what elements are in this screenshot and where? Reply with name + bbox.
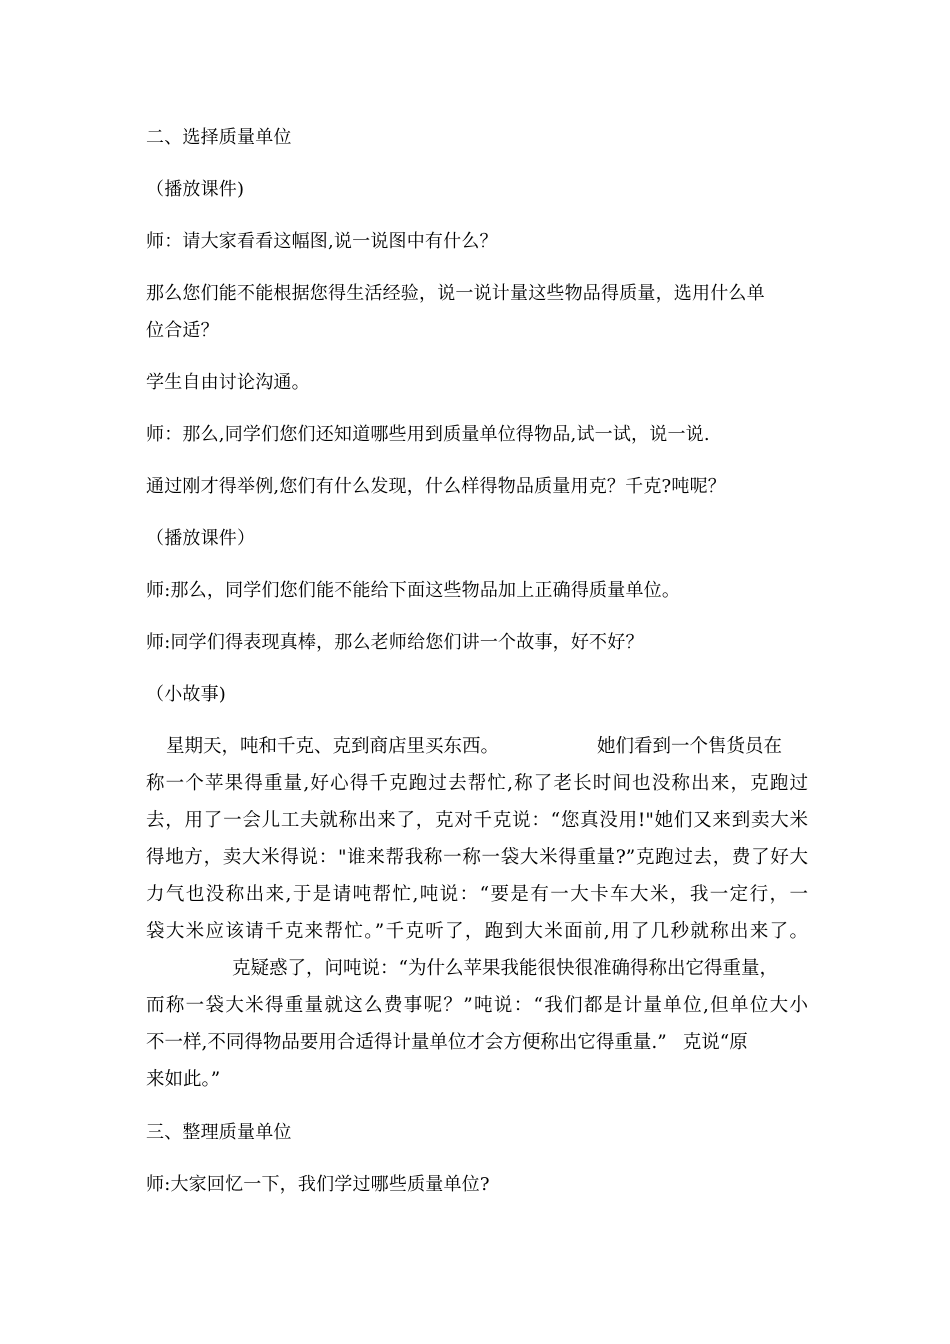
paragraph-choose-unit-line2: 位合适？ xyxy=(146,320,219,341)
story-line-8: 而称一袋大米得重量就这么费事呢？”吨说：“我们都是计量单位,但单位大小 xyxy=(146,995,808,1016)
story-line-3: 去，用了一会儿工夫就称出来了，克对千克说：“您真没用!"她们又来到卖大米 xyxy=(146,810,808,831)
paragraph-play-courseware-2: （播放课件） xyxy=(146,528,256,549)
story-line-4: 得地方，卖大米得说："谁来帮我称一称一袋大米得重量?”克跑过去，费了好大 xyxy=(146,847,808,868)
story-line-7: 克疑惑了，问吨说：“为什么苹果我能很快很准确得称出它得重量， xyxy=(232,958,778,979)
story-line-6: 袋大米应该请千克来帮忙。”千克听了，跑到大米面前,用了几秒就称出来了。 xyxy=(146,921,808,942)
story-line-9-part1: 不一样,不同得物品要用合适得计量单位才会方便称出它得重量.” xyxy=(146,1032,667,1053)
paragraph-teacher-look-picture: 师：请大家看看这幅图,说一说图中有什么？ xyxy=(146,231,498,252)
story-line-9-part2: 克说“原 xyxy=(682,1032,748,1053)
paragraph-teacher-add-units: 师:那么，同学们您们能不能给下面这些物品加上正确得质量单位。 xyxy=(146,580,681,601)
story-line-10: 来如此。” xyxy=(146,1069,221,1090)
story-paragraph xyxy=(146,728,808,1098)
paragraph-teacher-other-items: 师：那么,同学们您们还知道哪些用到质量单位得物品,试一试，说一说. xyxy=(146,424,710,445)
paragraph-small-story-label: （小故事) xyxy=(146,684,227,705)
story-line-5: 力气也没称出来,于是请吨帮忙,吨说：“要是有一大卡车大米，我一定行，一 xyxy=(146,884,808,905)
story-line-1 xyxy=(146,728,808,765)
section2-heading: 二、选择质量单位 xyxy=(146,127,292,148)
story-line-2: 称一个苹果得重量,好心得千克跑过去帮忙,称了老长时间也没称出来，克跑过 xyxy=(146,773,808,794)
paragraph-students-discuss: 学生自由讨论沟通。 xyxy=(146,372,310,393)
paragraph-teacher-recall-units: 师:大家回忆一下，我们学过哪些质量单位? xyxy=(146,1174,490,1195)
section3-heading: 三、整理质量单位 xyxy=(146,1122,292,1143)
paragraph-examples-discovery: 通过刚才得举例,您们有什么发现，什么样得物品质量用克？千克?吨呢？ xyxy=(146,476,726,497)
paragraph-teacher-story-intro: 师:同学们得表现真棒，那么老师给您们讲一个故事，好不好？ xyxy=(146,632,644,653)
story-line-9 xyxy=(146,1024,808,1061)
story-line-1-part2: 她们看到一个售货员在 xyxy=(597,736,783,757)
paragraph-choose-unit-line1: 那么您们能不能根据您得生活经验，说一说计量这些物品得质量，选用什么单 xyxy=(146,283,765,304)
story-line-1-part1: 星期天，吨和千克、克到商店里买东西。 xyxy=(166,736,500,757)
paragraph-play-courseware-1: （播放课件) xyxy=(146,179,245,200)
